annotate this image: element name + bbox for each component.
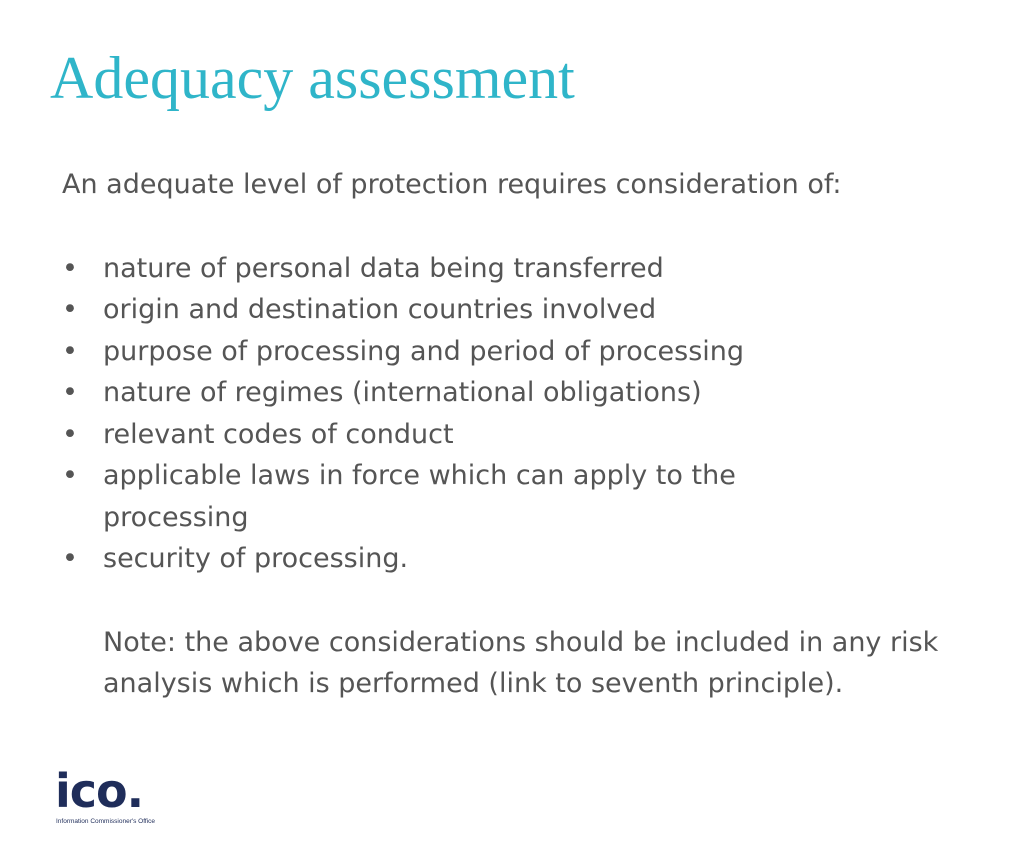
list-item [62, 248, 863, 290]
note-text: Note: the above considerations should be included in any risk analysis which is performed (link to seventh principle). [103, 626, 939, 699]
bullet-text: origin and destination countries involved [103, 294, 657, 325]
bullet-text: purpose of processing and period of processing [103, 335, 745, 367]
bullet-icon: • [62, 377, 78, 408]
intro-text: An adequate level of protection requires consideration of: [62, 169, 842, 200]
bullet-list [62, 248, 1002, 580]
list-item [62, 372, 863, 414]
slide-body [62, 164, 1002, 705]
list-item [62, 538, 863, 580]
logo-mark: ico. [55, 764, 144, 818]
list-item [62, 414, 863, 456]
list-item [62, 455, 863, 538]
bullet-icon: • [62, 460, 78, 491]
list-item [62, 331, 863, 373]
ico-logo [55, 764, 175, 828]
list-item [62, 289, 863, 331]
bullet-icon: • [62, 418, 78, 450]
bullet-text: relevant codes of conduct [103, 418, 454, 450]
bullet-icon: • [62, 294, 78, 325]
bullet-text: applicable laws in force which can apply to the processing [103, 460, 736, 533]
bullet-icon: • [62, 335, 78, 367]
bullet-icon: • [62, 252, 78, 284]
bullet-text: nature of regimes (international obligations) [103, 377, 702, 408]
bullet-text: security of processing. [103, 543, 409, 574]
bullet-text: nature of personal data being transferred [103, 252, 664, 284]
slide-title: Adequacy assessment [50, 45, 575, 111]
logo-subtitle: Information Commissioner's Office [56, 818, 156, 825]
bullet-icon: • [62, 543, 78, 574]
